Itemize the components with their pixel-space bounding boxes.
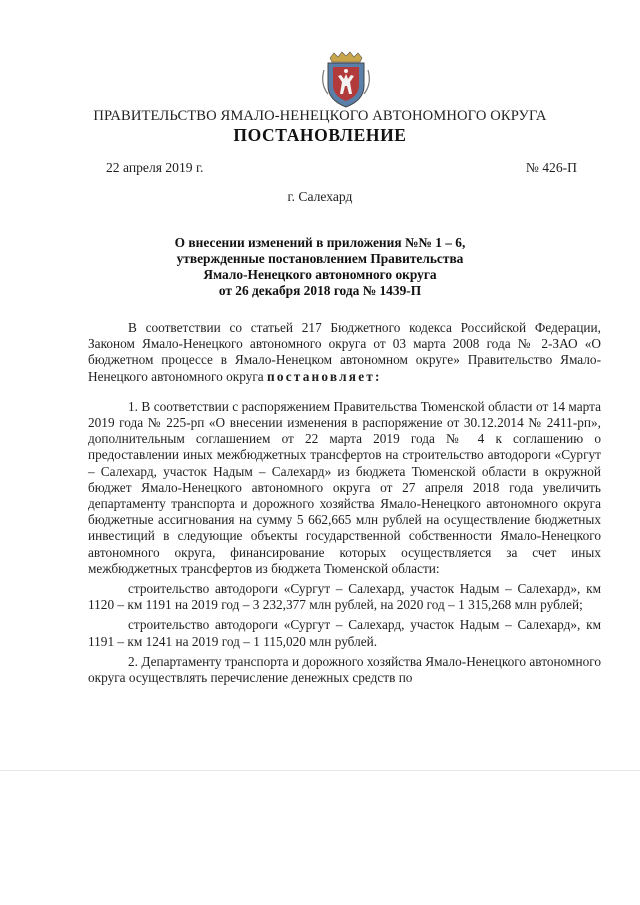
document-number: № 426-П: [525, 160, 577, 175]
paragraph-1: 1. В соответствии с распоряжением Правительства Тюменской области от 14 марта 2019 года № 225-рп «О внесении изменения в распоряжение от 30.12.2014 № 2411-рп», дополнительным соглашением от 22 марта 2019 года № 4 к соглашению о предоставлении иных межбюджетных трансфертов на строительство автодороги «Сургут – Салехард, участок Надым – Салехард» из бюджета Тюменской области в окружной бюджет Ямало-Ненецкого автономного округа от 27 апреля 2018 года увеличить департаменту транспорта и дорожного хозяйства Ямало-Ненецкого автономного округа бюджетные ассигнования на сумму 5 662,665 млн рублей на осуществление бюджетных инвестиций в следующие объекты государственной собственности Ямало-Ненецкого автономного округа, финансирование которых осуществляется за счет иных межбюджетных трансфертов из бюджета Тюменской области:: [88, 398, 601, 576]
document-type: ПОСТАНОВЛЕНИЕ: [233, 125, 407, 145]
preamble-paragraph: [88, 320, 601, 385]
document-body: [88, 320, 601, 690]
document-date: 22 апреля 2019 г.: [106, 160, 204, 175]
title-line: утвержденные постановлением Правительства: [176, 251, 464, 266]
document-city: г. Салехард: [287, 189, 353, 204]
title-line: О внесении изменений в приложения №№ 1 – 6,: [174, 235, 466, 250]
preamble-text: В соответствии со статьей 217 Бюджетного кодекса Российской Федерации, Законом Ямало-Ненецкого автономного округа от 03 марта 2008 года № 2-ЗАО «О бюджетном процессе в Ямало-Ненецком автономном округе» Правительство Ямало-Ненецкого автономного округа: [88, 320, 601, 384]
title-line: Ямало-Ненецкого автономного округа: [203, 267, 437, 282]
title-line: от 26 декабря 2018 года № 1439-П: [218, 283, 422, 298]
paragraph-2: 2. Департаменту транспорта и дорожного хозяйства Ямало-Ненецкого автономного округа осуществлять перечисление денежных средств по: [88, 653, 601, 686]
list-item-2: строительство автодороги «Сургут – Салехард, участок Надым – Салехард», км 1191 – км 1241 на 2019 год – 1 115,020 млн рублей.: [88, 617, 601, 649]
coat-of-arms-icon: [316, 50, 376, 110]
list-item-1: строительство автодороги «Сургут – Салехард, участок Надым – Салехард», км 1120 – км 1191 на 2019 год – 3 232,377 млн рублей, на 2020 год – 1 315,268 млн рублей;: [88, 581, 601, 613]
organization-name: ПРАВИТЕЛЬСТВО ЯМАЛО-НЕНЕЦКОГО АВТОНОМНОГО ОКРУГА: [93, 108, 547, 124]
document-title: [100, 235, 540, 299]
decree-word: постановляет:: [267, 368, 382, 384]
